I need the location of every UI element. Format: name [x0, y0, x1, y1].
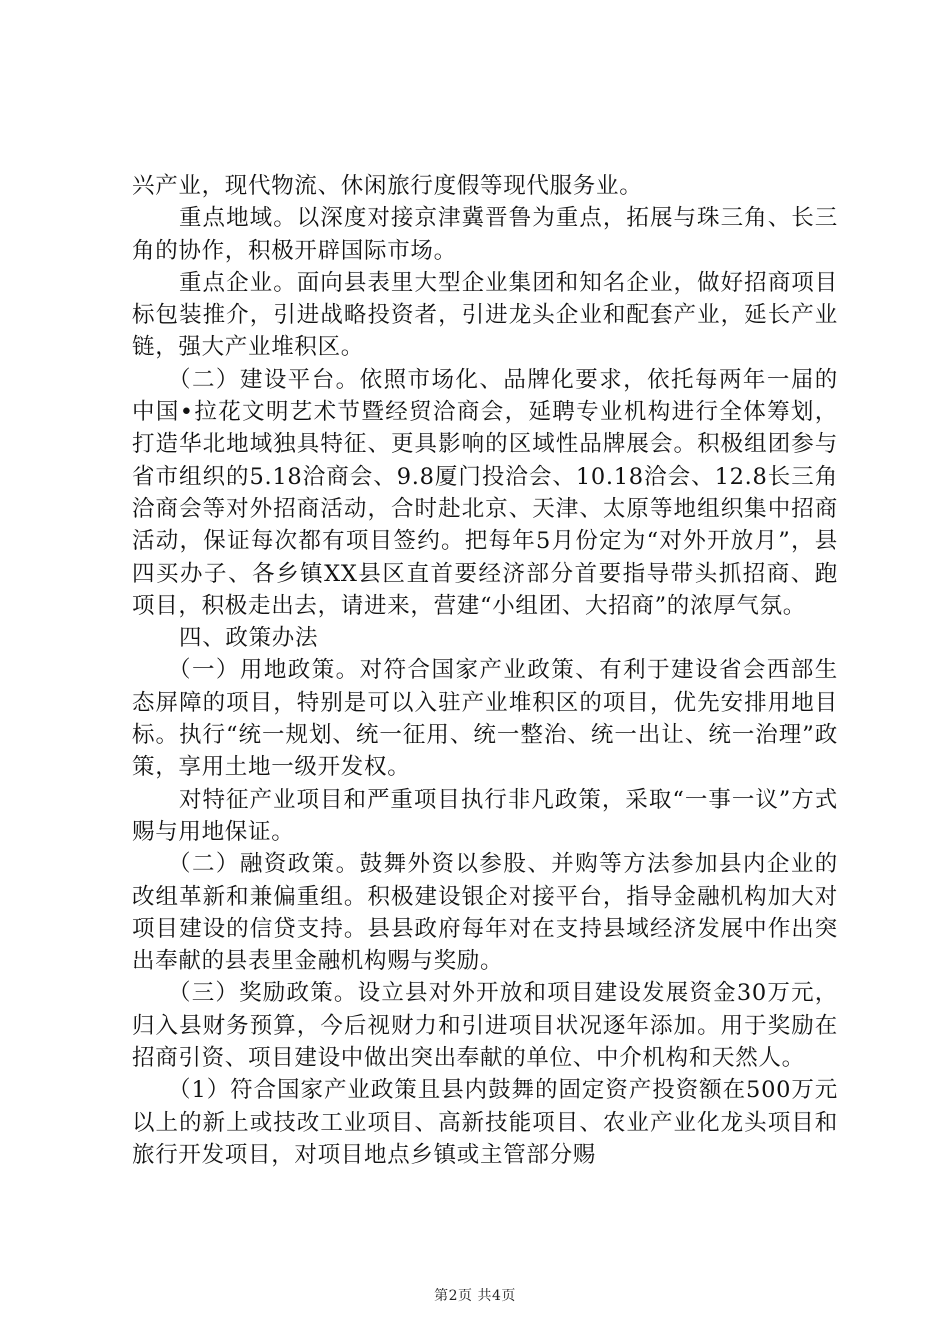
- paragraph-financing-policy: （二）融资政策。鼓舞外资以参股、并购等方法参加县内企业的改组革新和兼偏重组。积极建设银企对接平台，指导金融机构加大对项目建设的信贷支持。县县政府每年对在支持县域经济发展中作出突出奉献的县表里金融机构赐与奖励。: [132, 851, 838, 975]
- paragraph-reward-item-1: （1）符合国家产业政策且县内鼓舞的固定资产投资额在500万元以上的新上或技改工业项目、高新技能项目、农业产业化龙头项目和旅行开发项目，对项目地点乡镇或主管部分赐: [132, 1077, 838, 1168]
- paragraph-special-projects: 对特征产业项目和严重项目执行非凡政策，采取“一事一议”方式赐与用地保证。: [132, 786, 838, 845]
- page-number-footer: 第2页 共4页: [434, 1288, 516, 1304]
- paragraph-key-regions: 重点地域。以深度对接京津冀晋鲁为重点，拓展与珠三角、长三角的协作，积极开辟国际市场。: [132, 205, 838, 264]
- paragraph-reward-policy: （三）奖励政策。设立县对外开放和项目建设发展资金30万元，归入县财务预算，今后视财力和引进项目状况逐年添加。用于奖励在招商引资、项目建设中做出突出奉献的单位、中介机构和天然人。: [132, 980, 838, 1072]
- section-heading-policy-measures: 四、政策办法: [179, 625, 319, 652]
- paragraph-build-platform: （二）建设平台。依照市场化、品牌化要求，依托每两年一届的中国•拉花文明艺术节暨经贸洽商会，延聘专业机构进行全体筹划，打造华北地域独具特征、更具影响的区域性品牌展会。积极组团参与省市组织的5.18洽商会、9.8厦门投洽会、10.18洽会、12.8长三角洽商会等对外招商活动，合时赴北京、天津、太原等地组织集中招商活动，保证每次都有项目签约。把每年5月份定为“对外开放月”，县四买办子、各乡镇XX县区直首要经济部分首要指导带头抓招商、跑项目，积极走出去，请进来，营建“小组团、大招商”的浓厚气氛。: [132, 366, 838, 619]
- paragraph-continuation: 兴产业，现代物流、休闲旅行度假等现代服务业。: [132, 173, 643, 199]
- paragraph-key-enterprises: 重点企业。面向县表里大型企业集团和知名企业，做好招商项目标包装推介，引进战略投资者，引进龙头企业和配套产业，延长产业链，强大产业堆积区。: [132, 269, 838, 361]
- document-body: [132, 170, 838, 1171]
- paragraph-land-policy: （一）用地政策。对符合国家产业政策、有利于建设省会西部生态屏障的项目，特别是可以入驻产业堆积区的项目，优先安排用地目标。执行“统一规划、统一征用、统一整治、统一出让、统一治理”政策，享用土地一级开发权。: [132, 657, 838, 781]
